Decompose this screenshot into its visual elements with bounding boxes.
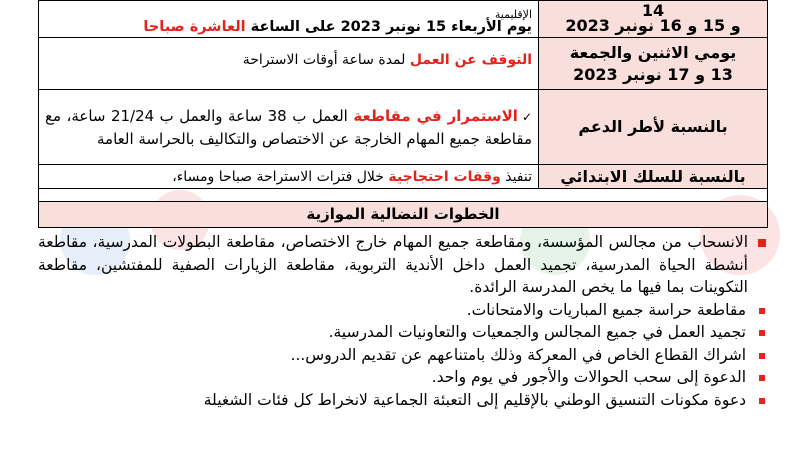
header-line: يومي الاثنين والجمعة — [569, 42, 737, 62]
list-item — [38, 366, 768, 389]
row-header — [539, 90, 768, 165]
body-text: العمل ب 38 ساعة والعمل ب 21/24 ساعة، مع مقاطعة جميع المهام الخارجة عن الاختصاص والتكاليف بالحراسة العامة — [45, 106, 532, 148]
list-item — [38, 321, 768, 344]
row-header — [539, 38, 768, 90]
row-body — [39, 38, 539, 90]
header-text: بالنسبة للسلك الابتدائي — [560, 166, 746, 186]
list-item-text: الانسحاب من مجالس المؤسسة، ومقاطعة جميع المهام خارج الاختصاص، مقاطعة البطولات المدرسية، مقاطعة أنشطة الحياة المدرسية، تجميد العمل داخل الأندية التربوية، مقاطعة الزيارات الصفية للمفتشين، مقاطعة التكوينات بما فيها ما يخص المدرسة الرائدة. — [38, 233, 748, 296]
header-line: 13 و 17 نونبر 2023 — [573, 64, 733, 84]
header-line: 14 — [641, 1, 665, 20]
row-body — [39, 165, 539, 189]
parallel-steps-list — [38, 228, 768, 411]
row-header — [539, 165, 768, 189]
bullet-icon — [759, 308, 765, 314]
highlight-text: الاستمرار في مقاطعة — [353, 106, 518, 125]
list-item — [38, 231, 768, 299]
highlight-text: التوقف عن العمل — [409, 52, 532, 68]
list-item-text: اشراك القطاع الخاص في المعركة وذلك بامتناعهم عن تقديم الدروس... — [290, 345, 746, 364]
schedule-row — [39, 1, 768, 38]
list-item — [38, 389, 768, 412]
row-header — [539, 1, 768, 38]
body-text: تنفيذ — [500, 168, 532, 185]
row-body — [39, 1, 539, 38]
check-icon: ✓ — [521, 109, 533, 124]
body-line — [45, 17, 532, 37]
list-item — [38, 299, 768, 322]
schedule-row — [39, 165, 768, 189]
body-text: خلال فترات الاستراحة صباحا ومساء، — [172, 168, 389, 185]
row-body — [39, 90, 539, 165]
schedule-row — [39, 90, 768, 165]
table-spacer — [38, 189, 768, 201]
header-line: و 15 و 16 نونبر 2023 — [565, 16, 741, 35]
header-text: بالنسبة لأطر الدعم — [578, 117, 728, 136]
bullet-icon — [759, 375, 765, 381]
highlight-text: العاشرة صباحا — [143, 19, 246, 35]
bullet-icon — [758, 239, 766, 247]
body-text: يوم الأربعاء 15 نونبر 2023 على الساعة — [245, 19, 532, 35]
section-title: الخطوات النضالية الموازية — [38, 201, 768, 228]
schedule-table — [38, 0, 768, 189]
list-item-text: تجميد العمل في جميع المجالس والجمعيات والتعاونيات المدرسية. — [328, 323, 746, 341]
list-item-text: دعوة مكونات التنسيق الوطني بالإقليم إلى التعبئة الجماعية لانخراط كل فئات الشغيلة — [203, 390, 746, 409]
document-page — [38, 0, 768, 450]
list-item-text: مقاطعة حراسة جميع المباريات والامتحانات. — [466, 300, 746, 319]
highlight-text: وقفات احتجاجية — [388, 168, 501, 185]
bullet-icon — [759, 353, 765, 359]
bullet-icon — [759, 398, 765, 404]
schedule-row — [39, 38, 768, 90]
body-line-top: الإقليمية — [494, 8, 532, 21]
body-text: لمدة ساعة أوقات الاستراحة — [242, 52, 410, 68]
list-item — [38, 344, 768, 367]
list-item-text: الدعوة إلى سحب الحوالات والأجور في يوم واحد. — [431, 368, 746, 386]
bullet-icon — [759, 330, 765, 336]
